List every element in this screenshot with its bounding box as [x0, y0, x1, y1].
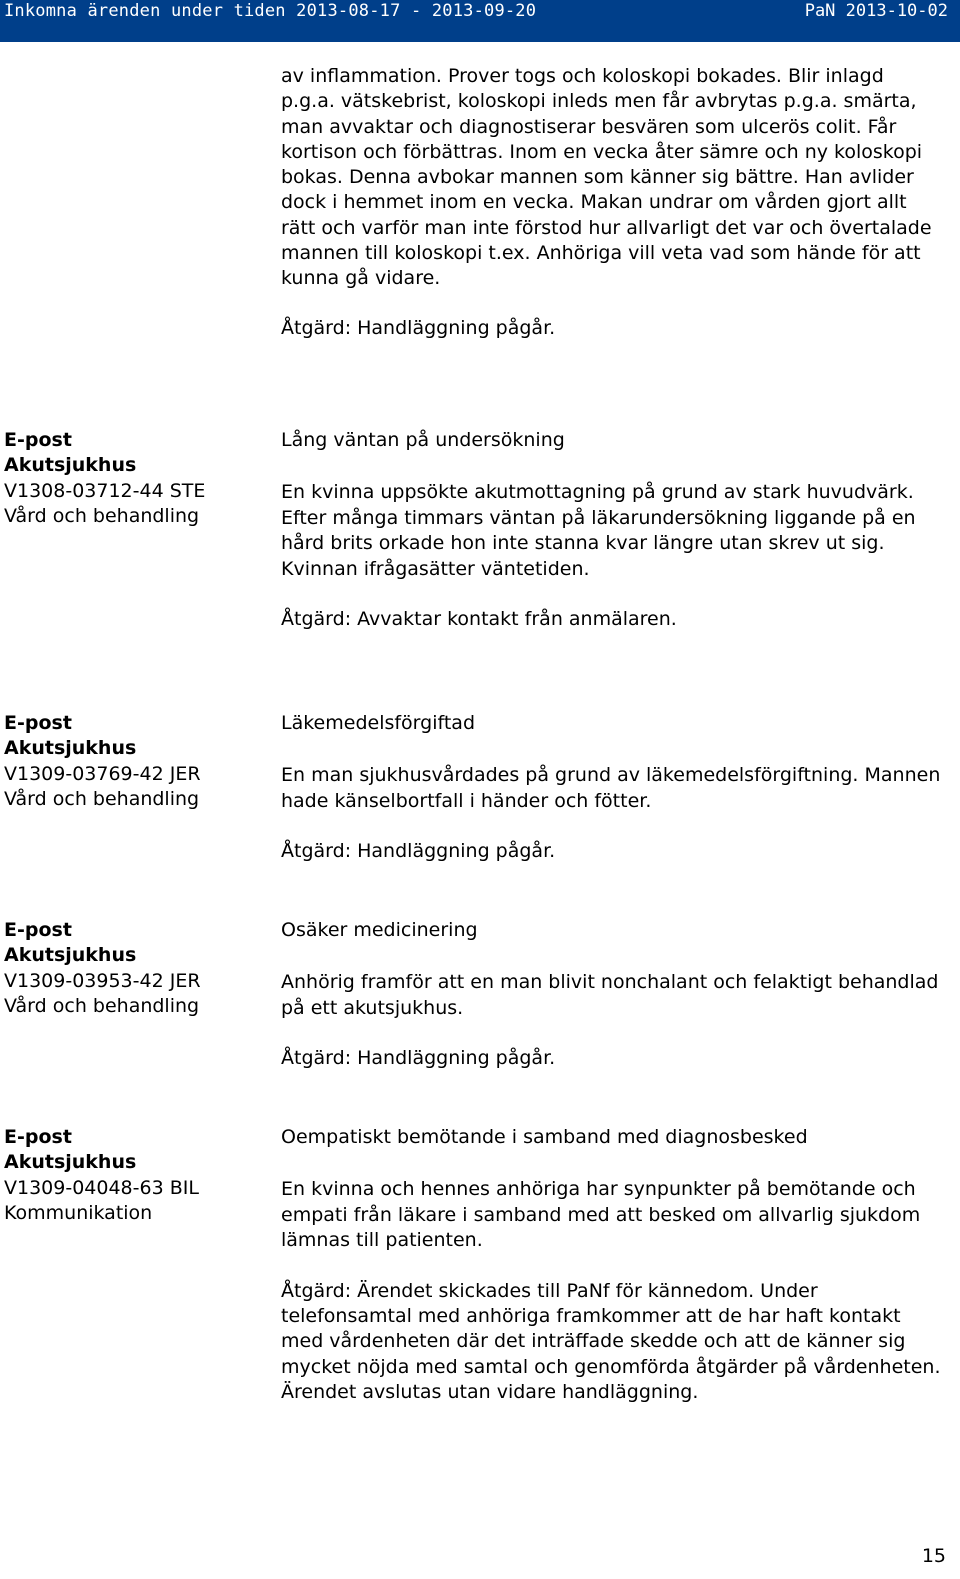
case-unit: Akutsjukhus: [4, 944, 137, 967]
case-action: Åtgärd: Handläggning pågår.: [281, 840, 556, 863]
case-description: av inflammation. Prover togs och koloskopi bokades. Blir inlagd p.g.a. vätskebrist, koloskopi inleds men får avbrytas p.g.a. smärta, man avvaktar och diagnostiserar besvären som ulcerös colit. Får kortison och förbättras. Inom en vecka åter sämre och ny koloskopi bokas. Denna avbokar mannen som känner sig bättre. Han avlider dock i hemmet inom en vecka. Makan undrar om vården gjort allt rätt och varför man inte förstod hur allvarligt det var och övertalade mannen till koloskopi t.ex. Anhöriga vill veta vad som hände för att kunna gå vidare.: [281, 65, 932, 290]
case-meta: [4, 918, 274, 1020]
case-category: Vård och behandling: [4, 788, 200, 811]
case-description: En kvinna och hennes anhöriga har synpunkter på bemötande och empati från läkare i samband med att besked om allvarlig sjukdom lämnas till patienten.: [281, 1178, 921, 1252]
header-date: PaN 2013-10-02: [804, 1, 948, 21]
case-channel: E-post: [4, 1126, 72, 1148]
page-header: [0, 0, 960, 42]
case-body: [281, 428, 941, 632]
continued-case: [281, 64, 941, 341]
case-title: Osäker medicinering: [281, 919, 478, 941]
case-action: Åtgärd: Ärendet skickades till PaNf för kännedom. Under telefonsamtal med anhöriga framkommer att de har haft kontakt med vårdenheten där det inträffade skedde och att de känner sig mycket nöjda med samtal och genomförda åtgärder på vårdenheten. Ärendet avslutas utan vidare handläggning.: [281, 1279, 941, 1404]
page-number: 15: [921, 1545, 946, 1567]
case-channel: E-post: [4, 712, 72, 734]
case-body: [281, 711, 941, 865]
case-action: Åtgärd: Avvaktar kontakt från anmälaren.: [281, 608, 677, 631]
case-unit: Akutsjukhus: [4, 737, 137, 760]
case-description: En man sjukhusvårdades på grund av läkemedelsförgiftning. Mannen hade känselbortfall i händer och fötter.: [281, 764, 941, 812]
case-action: Åtgärd: Handläggning pågår.: [281, 316, 556, 339]
case-id: V1309-03953-42 JER: [4, 969, 201, 992]
case-description: En kvinna uppsökte akutmottagning på grund av stark huvudvärk. Efter många timmars väntan på läkarundersökning liggande på en hård brits orkade hon inte stanna kvar längre utan skrev ut sig. Kvinnan ifrågasätter väntetiden.: [281, 481, 916, 580]
case-title: Läkemedelsförgiftad: [281, 712, 476, 734]
case-unit: Akutsjukhus: [4, 1151, 137, 1174]
case-title: Lång väntan på undersökning: [281, 429, 565, 451]
case-meta: [4, 428, 274, 530]
case-title: Oempatiskt bemötande i samband med diagnosbesked: [281, 1126, 808, 1148]
case-id: V1309-03769-42 JER: [4, 762, 201, 785]
case-meta: [4, 1125, 274, 1227]
case-channel: E-post: [4, 919, 72, 941]
case-category: Vård och behandling: [4, 995, 200, 1018]
case-id: V1308-03712-44 STE: [4, 479, 206, 502]
case-unit: Akutsjukhus: [4, 454, 137, 477]
case-channel: E-post: [4, 429, 72, 451]
case-category: Vård och behandling: [4, 505, 200, 528]
case-body: [281, 1125, 941, 1406]
case-body: [281, 918, 941, 1072]
case-category: Kommunikation: [4, 1202, 153, 1225]
case-action: Åtgärd: Handläggning pågår.: [281, 1047, 556, 1070]
case-description: Anhörig framför att en man blivit nonchalant och felaktigt behandlad på ett akutsjukhus.: [281, 971, 939, 1019]
case-meta: [4, 711, 274, 813]
case-id: V1309-04048-63 BIL: [4, 1176, 199, 1199]
header-title: Inkomna ärenden under tiden 2013-08-17 - 2013-09-20: [4, 1, 537, 21]
